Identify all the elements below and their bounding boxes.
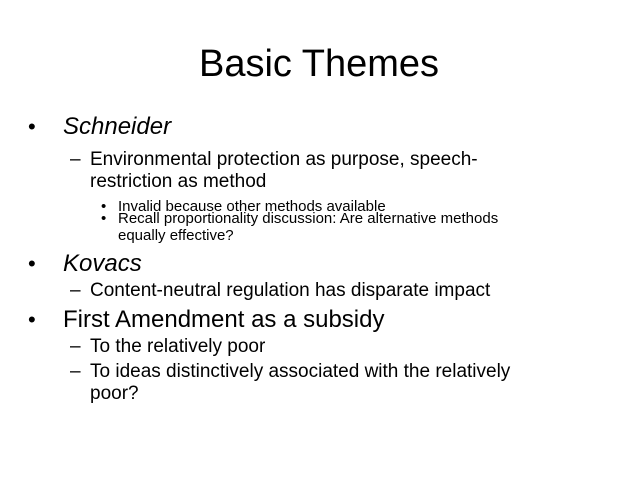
sub-bullet-text: restriction as method [90,171,267,192]
sub-bullet-text: To the relatively poor [90,336,266,357]
bullet-text: Schneider [63,113,172,140]
bullet-icon: • [101,198,107,215]
dash-icon: – [70,149,81,170]
bullet-icon: • [28,251,36,276]
sub-sub-bullet-text: Recall proportionality discussion: Are alternative methods [118,210,499,227]
dash-icon: – [70,280,81,301]
bullet-icon: • [28,114,36,139]
bullet-text: First Amendment as a subsidy [63,306,385,333]
dash-icon: – [70,336,81,357]
slide-title: Basic Themes [198,43,440,85]
sub-bullet-text: Content-neutral regulation has disparate impact [90,280,491,301]
sub-bullet-text: To ideas distinctively associated with the relatively [90,361,511,382]
bullet-icon: • [28,307,36,332]
sub-bullet-text: Environmental protection as purpose, speech- [90,149,478,170]
bullet-icon: • [101,210,107,227]
dash-icon: – [70,361,81,382]
bullet-text: Kovacs [63,250,142,277]
sub-bullet-text: poor? [90,383,139,404]
sub-sub-bullet-text: Invalid because other methods available [118,198,386,215]
sub-sub-bullet-text: equally effective? [118,227,234,244]
